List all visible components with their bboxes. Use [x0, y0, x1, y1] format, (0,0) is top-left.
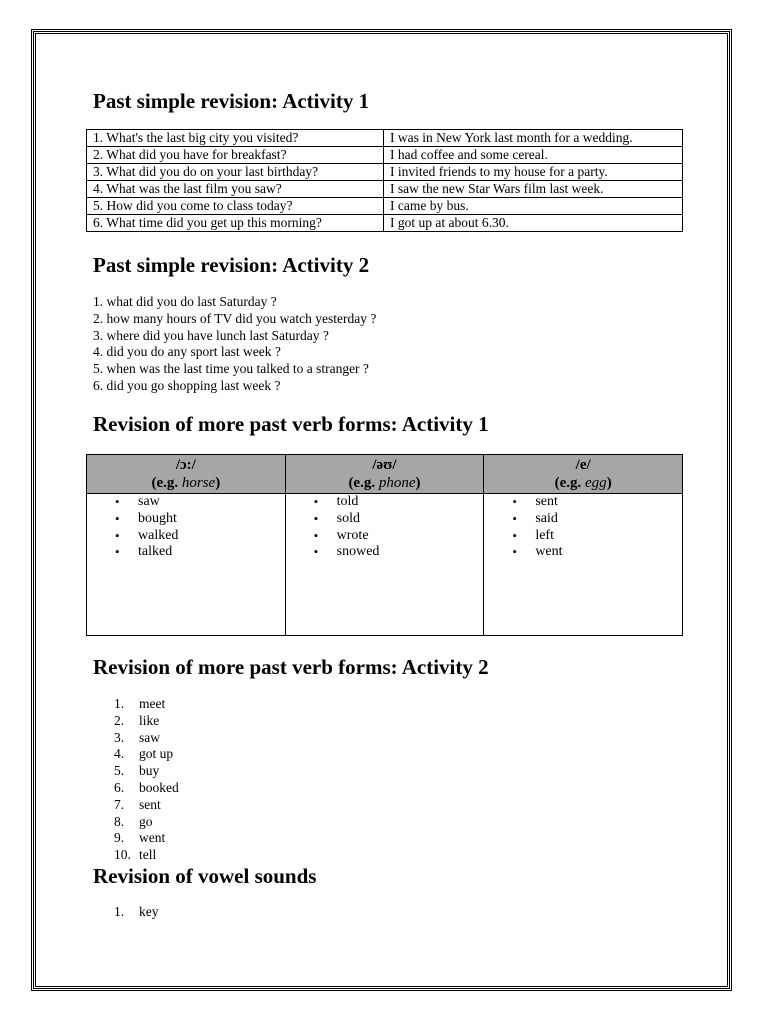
item-number: 9.: [114, 830, 125, 846]
verbs-activity2-heading: Revision of more past verb forms: Activity 2: [93, 655, 489, 679]
list-item: [114, 830, 179, 847]
list-item: • saw: [138, 494, 285, 511]
example-word: phone: [378, 475, 416, 491]
answer-cell: I had coffee and some cereal.: [384, 147, 683, 164]
item-number: 7.: [114, 796, 125, 812]
list-item: • sold: [337, 511, 484, 528]
item-number: 1.: [114, 696, 125, 711]
item-text: meet: [139, 696, 166, 711]
list-item: [114, 847, 179, 864]
list-item: [114, 904, 159, 921]
list-item: 2. how many hours of TV did you watch yesterday ?: [93, 310, 377, 326]
item-text: like: [139, 712, 160, 728]
bullet-list: [87, 494, 285, 561]
vowel-sounds-heading: Revision of vowel sounds: [93, 864, 317, 888]
example-label: (e.g. egg): [554, 475, 612, 491]
item-text: got up: [139, 746, 174, 762]
question-cell: 4. What was the last film you saw?: [87, 181, 384, 198]
activity1-heading: Past simple revision: Activity 1: [93, 89, 370, 113]
column-header-aw: [87, 455, 286, 494]
question-cell: 3. What did you do on your last birthday?: [87, 164, 384, 181]
item-text: tell: [139, 847, 157, 863]
item-number: 5.: [114, 763, 125, 779]
column-header-e: [484, 455, 683, 494]
question-cell: 1. What's the last big city you visited?: [87, 130, 384, 147]
list-item: • walked: [138, 528, 285, 545]
list-item: 4. did you do any sport last week ?: [93, 344, 281, 360]
answer-cell: I saw the new Star Wars film last week.: [384, 181, 683, 198]
activity2-heading: Past simple revision: Activity 2: [93, 253, 370, 277]
list-item: [114, 746, 179, 763]
phonetic-symbol: /ɔ:/: [175, 457, 196, 473]
item-number: 3.: [114, 729, 125, 745]
example-word: egg: [585, 475, 607, 491]
list-item: [114, 780, 179, 797]
activity1-table: [86, 129, 683, 232]
answer-cell: I got up at about 6.30.: [384, 215, 683, 232]
word-cell: [285, 494, 484, 636]
list-item: • snowed: [337, 544, 484, 561]
list-item: [114, 713, 179, 730]
item-text: went: [139, 830, 166, 846]
list-item: • talked: [138, 544, 285, 561]
list-item: • said: [535, 511, 682, 528]
verbs-activity2-list: [114, 696, 179, 864]
example-label: (e.g. phone): [348, 475, 421, 491]
item-number: 1.: [114, 904, 125, 919]
item-text: key: [139, 904, 159, 919]
example-word: horse: [181, 475, 216, 491]
phonetic-symbol: /əʊ/: [372, 457, 397, 473]
question-cell: 5. How did you come to class today?: [87, 198, 384, 215]
item-number: 6.: [114, 779, 125, 795]
list-item: 3. where did you have lunch last Saturday ?: [93, 327, 329, 343]
list-item: • went: [535, 544, 682, 561]
example-label: (e.g. horse): [151, 475, 221, 491]
word-cell: [484, 494, 683, 636]
activity2-question-list: [93, 294, 376, 395]
table-row: [87, 215, 683, 232]
item-text: booked: [139, 779, 179, 795]
bullet-list: [484, 494, 682, 561]
list-item: [114, 730, 179, 747]
answer-cell: I invited friends to my house for a party.: [384, 164, 683, 181]
table-row: [87, 164, 683, 181]
list-item: • wrote: [337, 528, 484, 545]
table-row: [87, 198, 683, 215]
table-row: [87, 147, 683, 164]
list-item: • sent: [535, 494, 682, 511]
question-cell: 6. What time did you get up this morning?: [87, 215, 384, 232]
list-item: • bought: [138, 511, 285, 528]
item-text: sent: [139, 796, 161, 812]
list-item: 1. what did you do last Saturday ?: [93, 294, 277, 309]
item-number: 10.: [114, 847, 131, 863]
item-number: 4.: [114, 746, 125, 762]
vowel-sound-table: [86, 454, 683, 636]
list-item: [114, 797, 179, 814]
verbs-activity1-heading: Revision of more past verb forms: Activity 1: [93, 412, 489, 436]
list-item: [114, 814, 179, 831]
list-item: 5. when was the last time you talked to a stranger ?: [93, 361, 369, 377]
list-item: [114, 763, 179, 780]
word-cell: [87, 494, 286, 636]
list-item: • told: [337, 494, 484, 511]
vowel-sounds-list: [114, 904, 159, 921]
column-header-oh: [285, 455, 484, 494]
list-item: [114, 696, 179, 713]
phonetic-symbol: /e/: [575, 457, 591, 473]
list-item: • left: [535, 528, 682, 545]
item-text: go: [139, 813, 153, 829]
question-cell: 2. What did you have for breakfast?: [87, 147, 384, 164]
answer-cell: I came by bus.: [384, 198, 683, 215]
item-text: buy: [139, 763, 160, 779]
item-number: 2.: [114, 712, 125, 728]
answer-cell: I was in New York last month for a wedding.: [384, 130, 683, 147]
item-text: saw: [139, 729, 160, 745]
table-row: [87, 130, 683, 147]
list-item: 6. did you go shopping last week ?: [93, 377, 281, 393]
item-number: 8.: [114, 813, 125, 829]
table-row: [87, 181, 683, 198]
bullet-list: [286, 494, 484, 561]
